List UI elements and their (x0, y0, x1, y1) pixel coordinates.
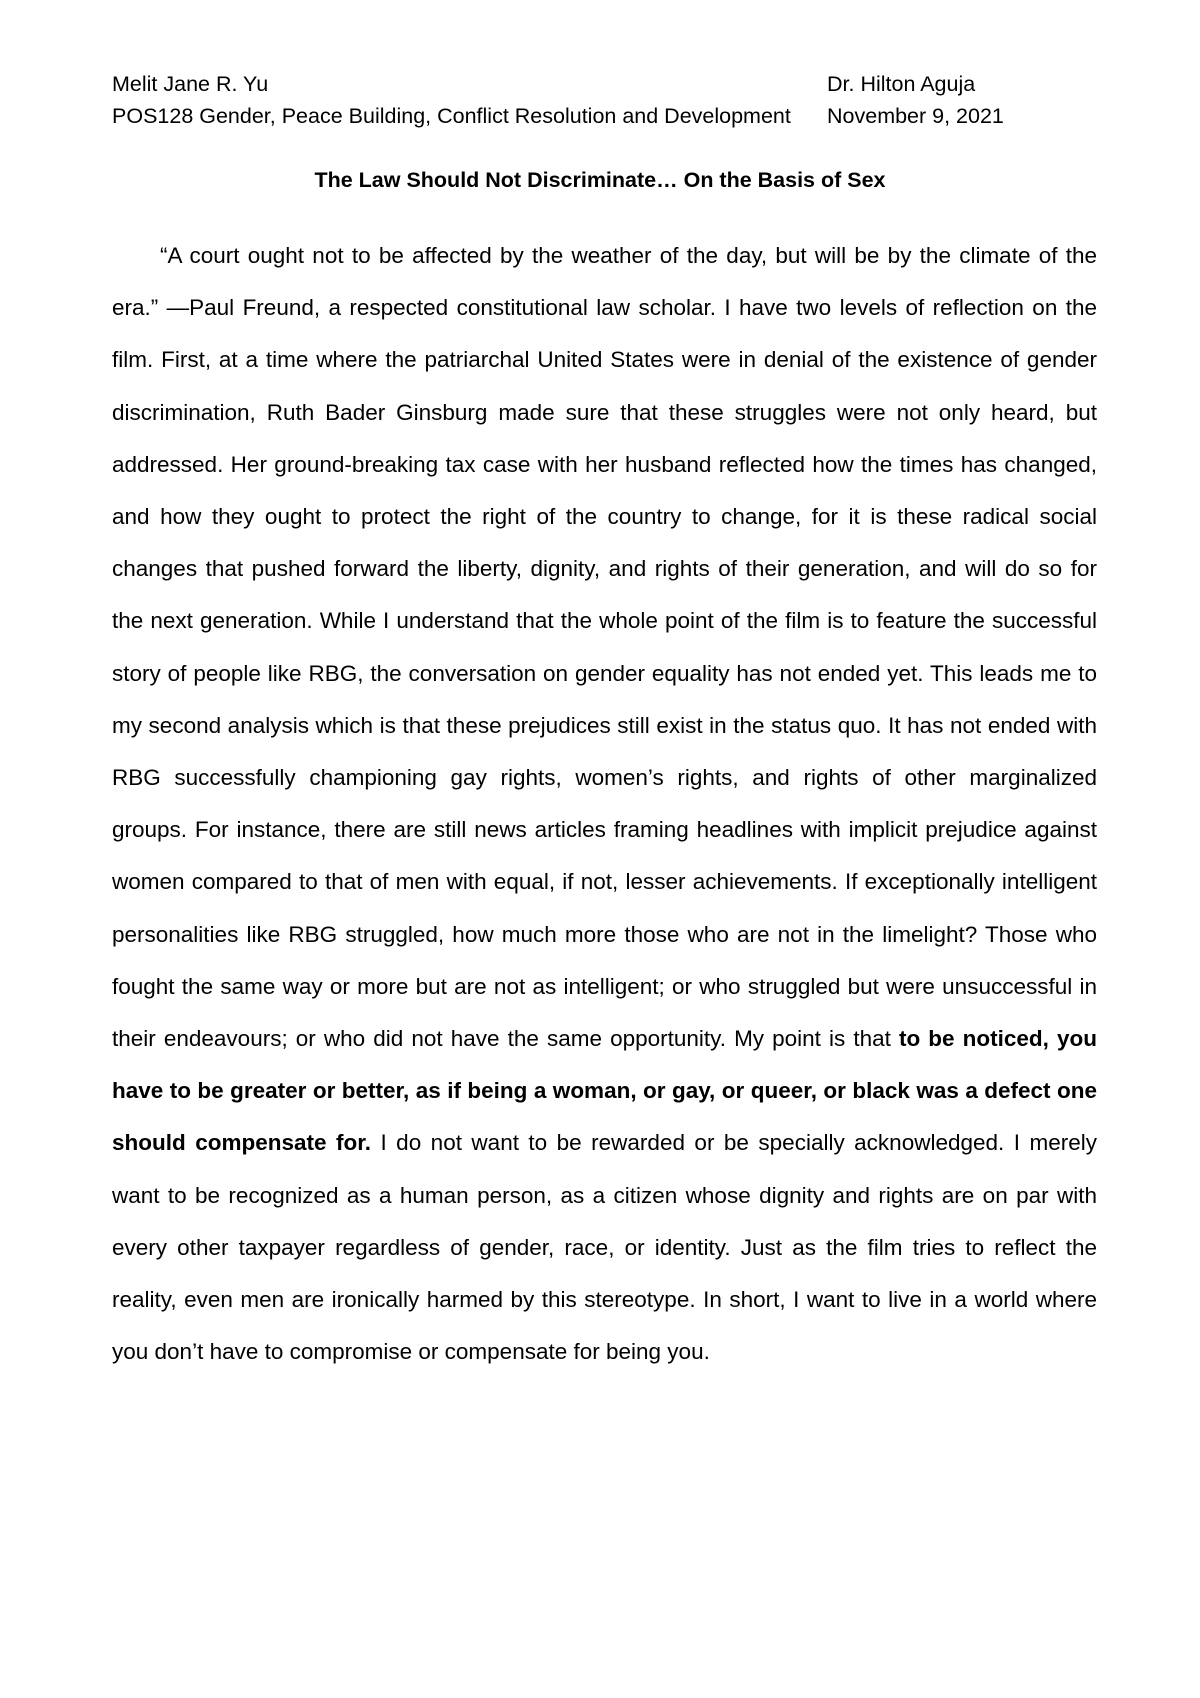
instructor-name: Dr. Hilton Aguja (827, 72, 976, 96)
document-title: The Law Should Not Discriminate… On the Basis of Sex (314, 168, 886, 192)
author-name: Melit Jane R. Yu (112, 72, 269, 96)
header-row-1 (112, 68, 1012, 100)
header-row-2 (112, 100, 1012, 132)
document-header (112, 68, 1012, 132)
body-text-emphasis: to be noticed, you have to be greater or better, as if being a woman, or gay, or queer, or black was a defect one should compensate for. (112, 1026, 1097, 1156)
course-name: POS128 Gender, Peace Building, Conflict Resolution and Development (112, 104, 791, 128)
document-date: November 9, 2021 (827, 104, 1004, 128)
body-paragraph (112, 230, 1097, 1378)
body-text-part-1: “A court ought not to be affected by the weather of the day, but will be by the climate of the era.” —Paul Freund, a respected constitutional law scholar. I have two levels of reflection on the film. First, at a time where the patriarchal United States were in denial of the existence of gender discrimination, Ruth Bader Ginsburg made sure that these struggles were not only heard, but addressed. Her ground-breaking tax case with her husband reflected how the times has changed, and how they ought to protect the right of the country to change, for it is these radical social changes that pushed forward the liberty, dignity, and rights of their generation, and will do so for the next generation. While I understand that the whole point of the film is to feature the successful story of people like RBG, the conversation on gender equality has not ended yet. This leads me to my second analysis which is that these prejudices still exist in the status quo. It has not ended with RBG successfully championing gay rights, women’s rights, and rights of other marginalized groups. For instance, there are still news articles framing headlines with implicit prejudice against women compared to that of men with equal, if not, lesser achievements. If exceptionally intelligent personalities like RBG struggled, how much more those who are not in the limelight? Those who fought the same way or more but are not as intelligent; or who struggled but were unsuccessful in their endeavours; or who did not have the same opportunity. My point is that (112, 243, 1097, 1052)
body-text-part-2: I do not want to be rewarded or be specially acknowledged. I merely want to be recognized as a human person, as a citizen whose dignity and rights are on par with every other taxpayer regardless of gender, race, or identity. Just as the film tries to reflect the reality, even men are ironically harmed by this stereotype. In short, I want to live in a world where you don’t have to compromise or compensate for being you. (112, 1130, 1097, 1365)
